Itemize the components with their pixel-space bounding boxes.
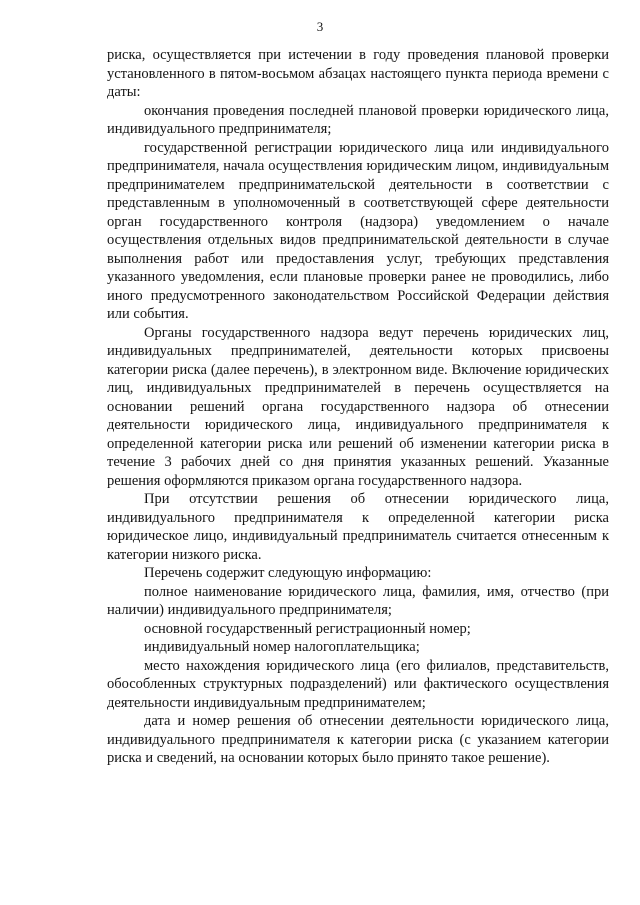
paragraph-10: место нахождения юридического лица (его филиалов, представительств, обособленных структурных подразделений) или фактического осуществления деятельности индивидуальным предпринимателем; (107, 657, 609, 711)
paragraph-3: государственной регистрации юридического лица или индивидуального предпринимателя, начала осуществления юридическим лицом, индивидуальным предпринимателем предпринимательской деятельности в соответствии с представленным в уполномоченный в соответствующей сфере деятельности орган государственного контроля (надзора) уведомлением о начале осуществления отдельных видов предпринимательской деятельности в случае выполнения работ или предоставления услуг, требующих представления указанного уведомления, если плановые проверки ранее не проводились, либо иного предусмотренного законодательством Российской Федерации действия или события. (107, 139, 609, 322)
page-number: 3 (316, 19, 324, 34)
paragraph-9: индивидуальный номер налогоплательщика; (144, 639, 420, 655)
paragraph-2: окончания проведения последней плановой проверки юридического лица, индивидуального предпринимателя; (107, 102, 609, 137)
paragraph-8: основной государственный регистрационный номер; (144, 620, 471, 637)
paragraph-7: полное наименование юридического лица, фамилия, имя, отчество (при наличии) индивидуального предпринимателя; (107, 583, 609, 618)
paragraph-4: Органы государственного надзора ведут перечень юридических лиц, индивидуальных предпринимателей, деятельности которых присвоены категории риска (далее перечень), в электронном виде. Включение юридических лиц, индивидуальных предпринимателей в перечень осуществляется на основании решений органа государственного надзора об отнесении деятельности юридического лица, индивидуального предпринимателя к определенной категории риска или решений об изменении категории риска в течение 3 рабочих дней со дня принятия указанных решений. Указанные решения оформляются приказом органа государственного надзора. (107, 324, 609, 489)
paragraph-6: Перечень содержит следующую информацию: (144, 565, 432, 581)
paragraph-11: дата и номер решения об отнесении деятельности юридического лица, индивидуального предпринимателя к категории риска (с указанием категории риска и сведений, на основании которых было принято такое решение). (107, 713, 609, 766)
paragraph-5: При отсутствии решения об отнесении юридического лица, индивидуального предпринимателя к определенной категории риска юридическое лицо, индивидуальный предприниматель считается отнесенным к категории низкого риска. (107, 491, 609, 563)
paragraph-1: риска, осуществляется при истечении в году проведения плановой проверки установленного в пятом-восьмом абзацах настоящего пункта периода времени с даты: (107, 47, 609, 100)
document-body (107, 46, 609, 768)
